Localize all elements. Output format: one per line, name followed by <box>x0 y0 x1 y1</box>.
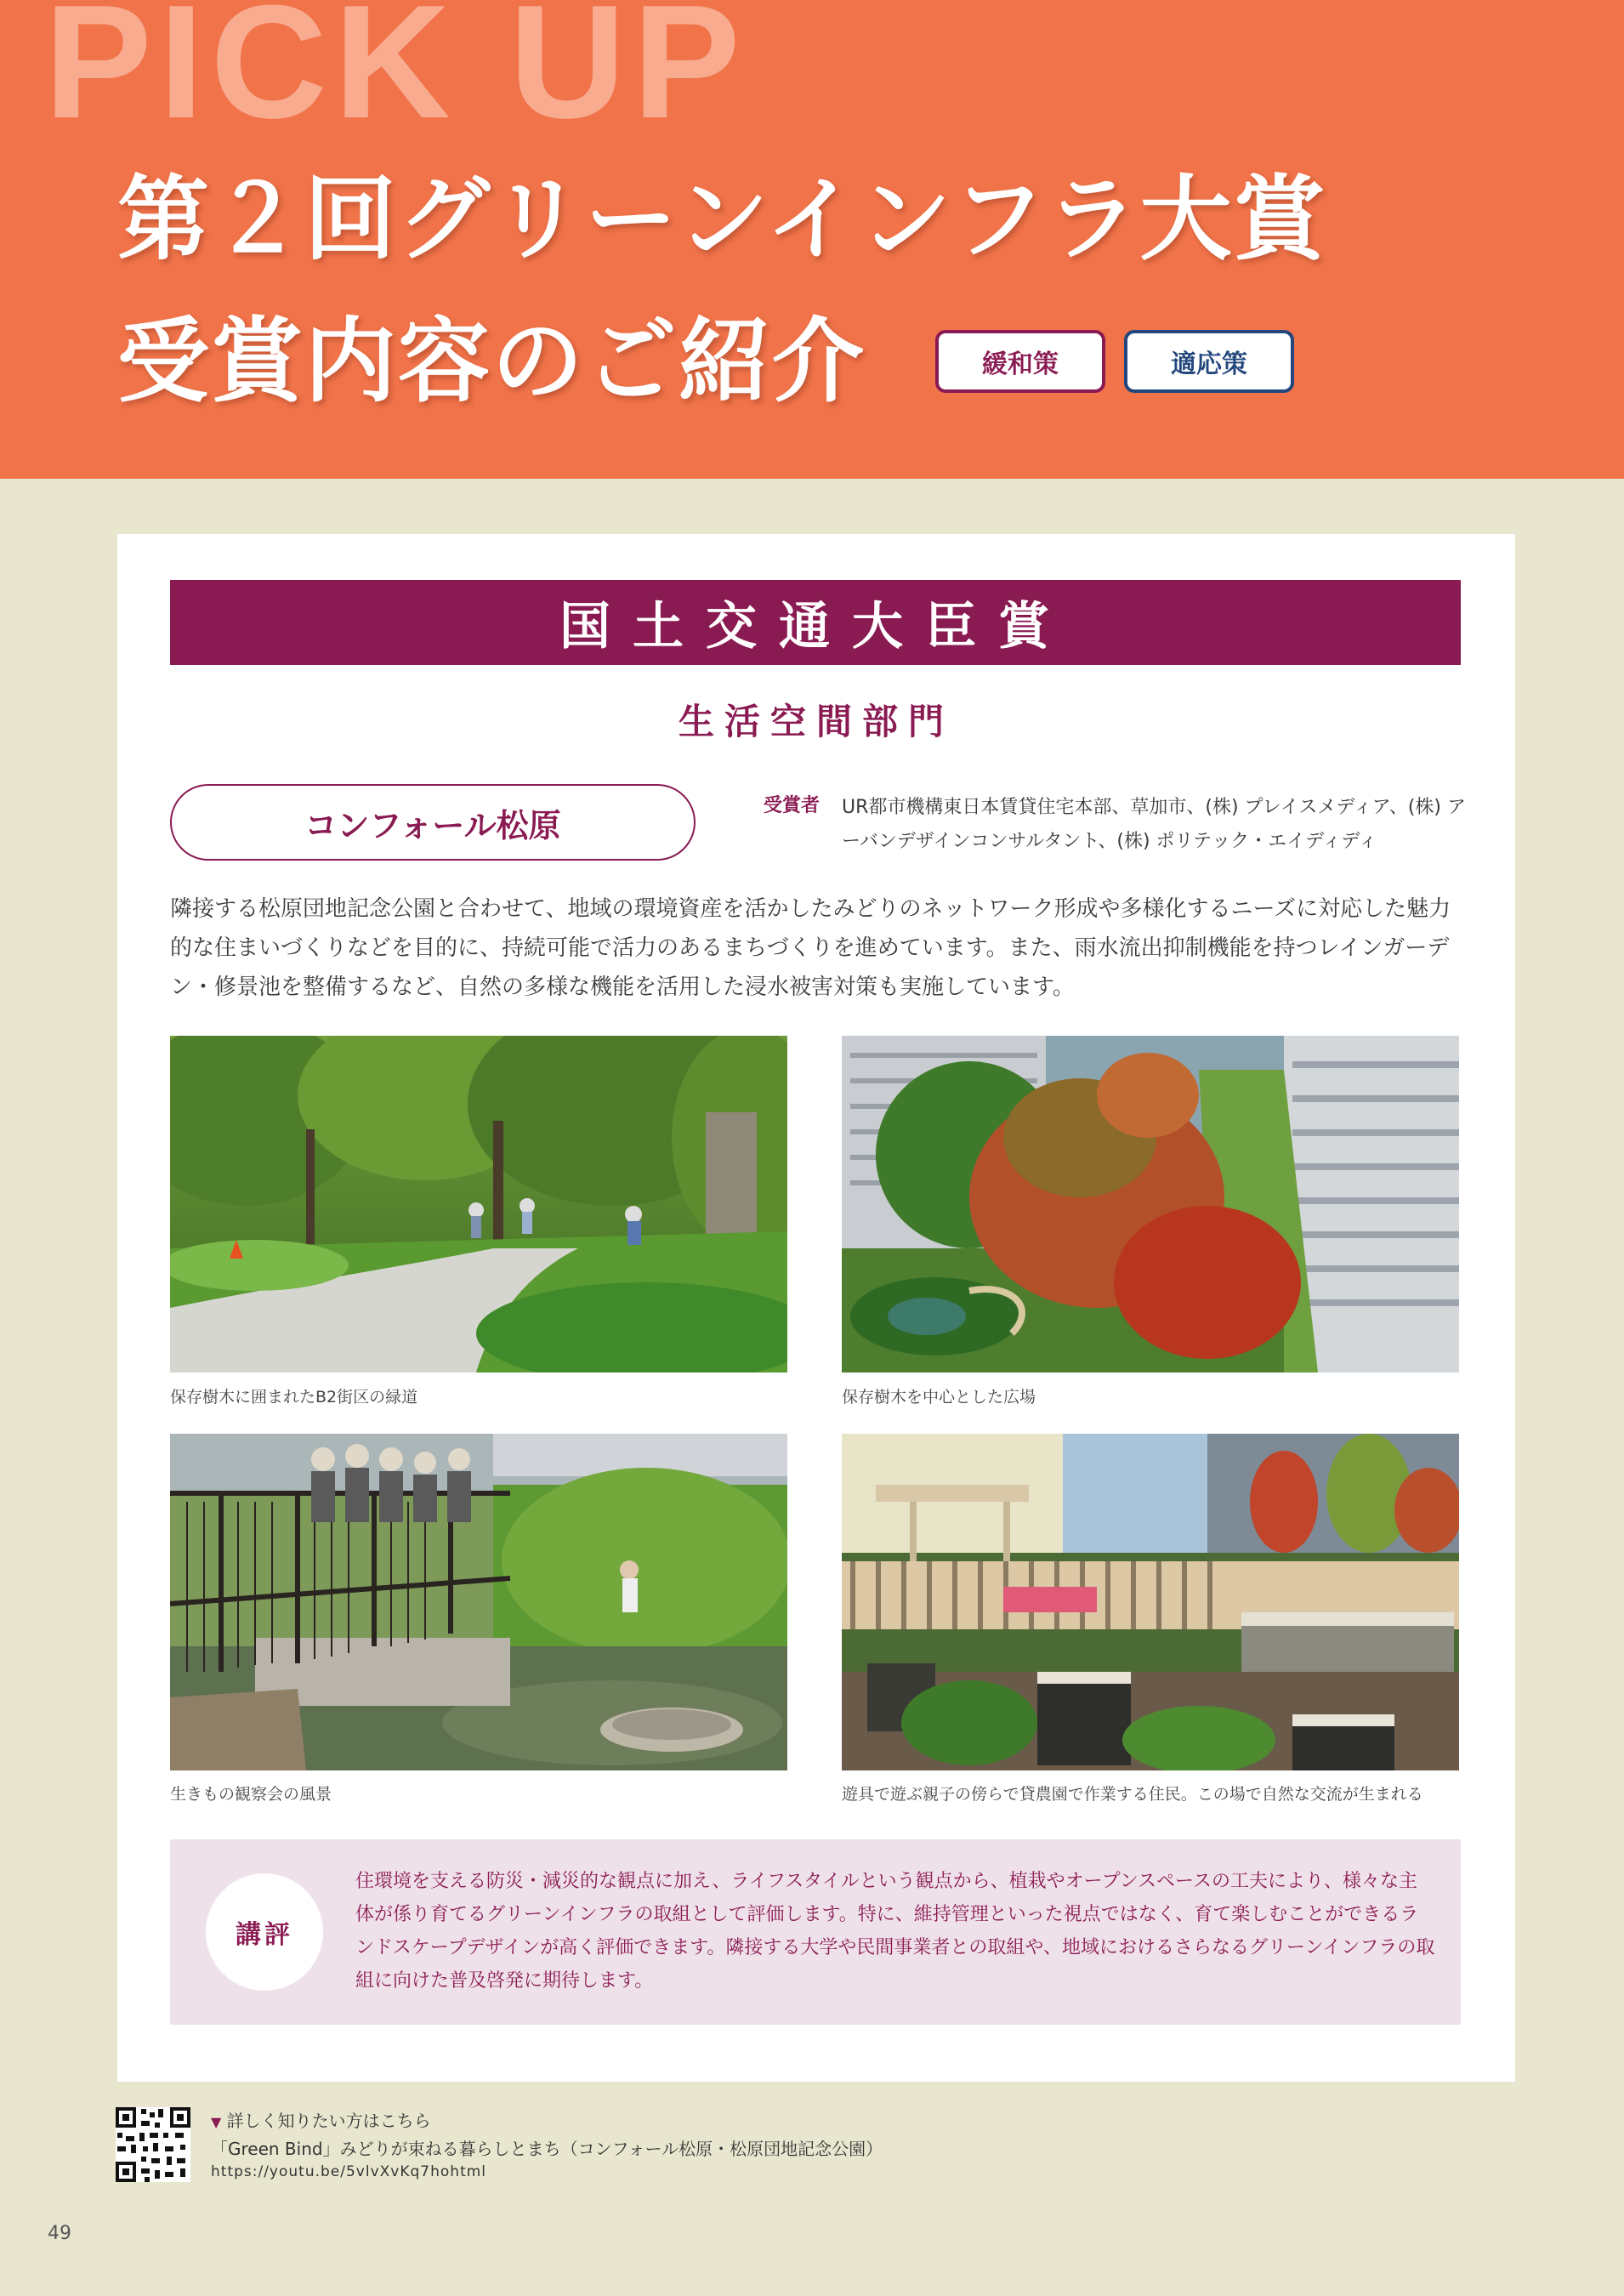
tag-adaptation: 適応策 <box>1124 330 1294 393</box>
page-title-line1: 第２回グリーンインフラ大賞 <box>117 167 1327 273</box>
project-description: 隣接する松原団地記念公園と合わせて、地域の環境資産を活かしたみどりのネットワーク形成や多様化するニーズに対応した魅力的な住まいづくりなどを目的に、持続可能で活力のあるまちづくりを進めています。また、雨水流出抑制機能を持つレインガーデン・修景池を整備するなど、自然の多様な機能を活用した浸水被害対策も実施しています。 <box>170 896 1451 1000</box>
observation-photo-image <box>170 1434 787 1770</box>
photo-caption-4: 遊具で遊ぶ親子の傍らで貸農園で作業する住民。この場で自然な交流が生まれる <box>842 1785 1423 1804</box>
review-label: 講評 <box>206 1873 323 1991</box>
photo-garden <box>842 1434 1459 1770</box>
photo-caption-3: 生きもの観察会の風景 <box>170 1785 332 1804</box>
greenway-photo-image <box>170 1036 787 1372</box>
project-name: コンフォール松原 <box>170 784 696 861</box>
qr-code-graphic <box>116 2107 190 2182</box>
review-text: 住環境を支える防災・減災的な観点に加え、ライフスタイルという観点から、植栽やオープンスペースの工夫により、様々な主体が係り育てるグリーンインフラの取組として評価します。特に、維持管理といった視点ではなく、育て楽しむことができるランドスケープデザインが高く評価できます。隣接する大学や民間事業者との取組や、地域におけるさらなるグリーンインフラの取組に向けた普及啓発に期待します。 <box>355 1871 1435 1992</box>
photo-caption-2: 保存樹木を中心とした広場 <box>842 1388 1036 1407</box>
photo-observation <box>170 1434 787 1770</box>
pickup-kicker: PICK UP <box>44 0 747 152</box>
review-box <box>170 1839 1461 2025</box>
photo-greenway <box>170 1036 787 1372</box>
photo-plaza <box>842 1036 1459 1372</box>
video-url-link[interactable]: https://youtu.be/5vlvXvKq7hohtml <box>211 2163 487 2180</box>
awardee-list: UR都市機構東日本賃貸住宅本部、草加市、(株) プレイスメディア、(株) アーバンデザインコンサルタント、(株) ポリテック・エイディディ <box>842 797 1466 852</box>
video-title: 「Green Bind」みどりが束ねる暮らしとまち（コンフォール松原・松原団地記念公園） <box>211 2139 883 2159</box>
header-banner <box>0 0 1624 479</box>
photo-caption-1: 保存樹木に囲まれたB2街区の緑道 <box>170 1388 418 1407</box>
tag-mitigation: 緩和策 <box>935 330 1105 393</box>
plaza-photo-image <box>842 1036 1459 1372</box>
triangle-down-icon: ▼ <box>211 2114 222 2130</box>
page-number: 49 <box>48 2223 71 2244</box>
award-name: 国土交通大臣賞 <box>170 580 1461 665</box>
garden-photo-image <box>842 1434 1459 1770</box>
page-title-line2: 受賞内容のご紹介 <box>117 309 866 415</box>
awardee-label: 受賞者 <box>764 795 821 816</box>
award-category: 生活空間部門 <box>678 701 954 742</box>
award-card <box>117 534 1515 2082</box>
more-info-label: 詳しく知りたい方はこちら <box>226 2111 431 2131</box>
qr-code-icon[interactable] <box>116 2107 190 2182</box>
more-info-link[interactable] <box>211 2107 431 2132</box>
